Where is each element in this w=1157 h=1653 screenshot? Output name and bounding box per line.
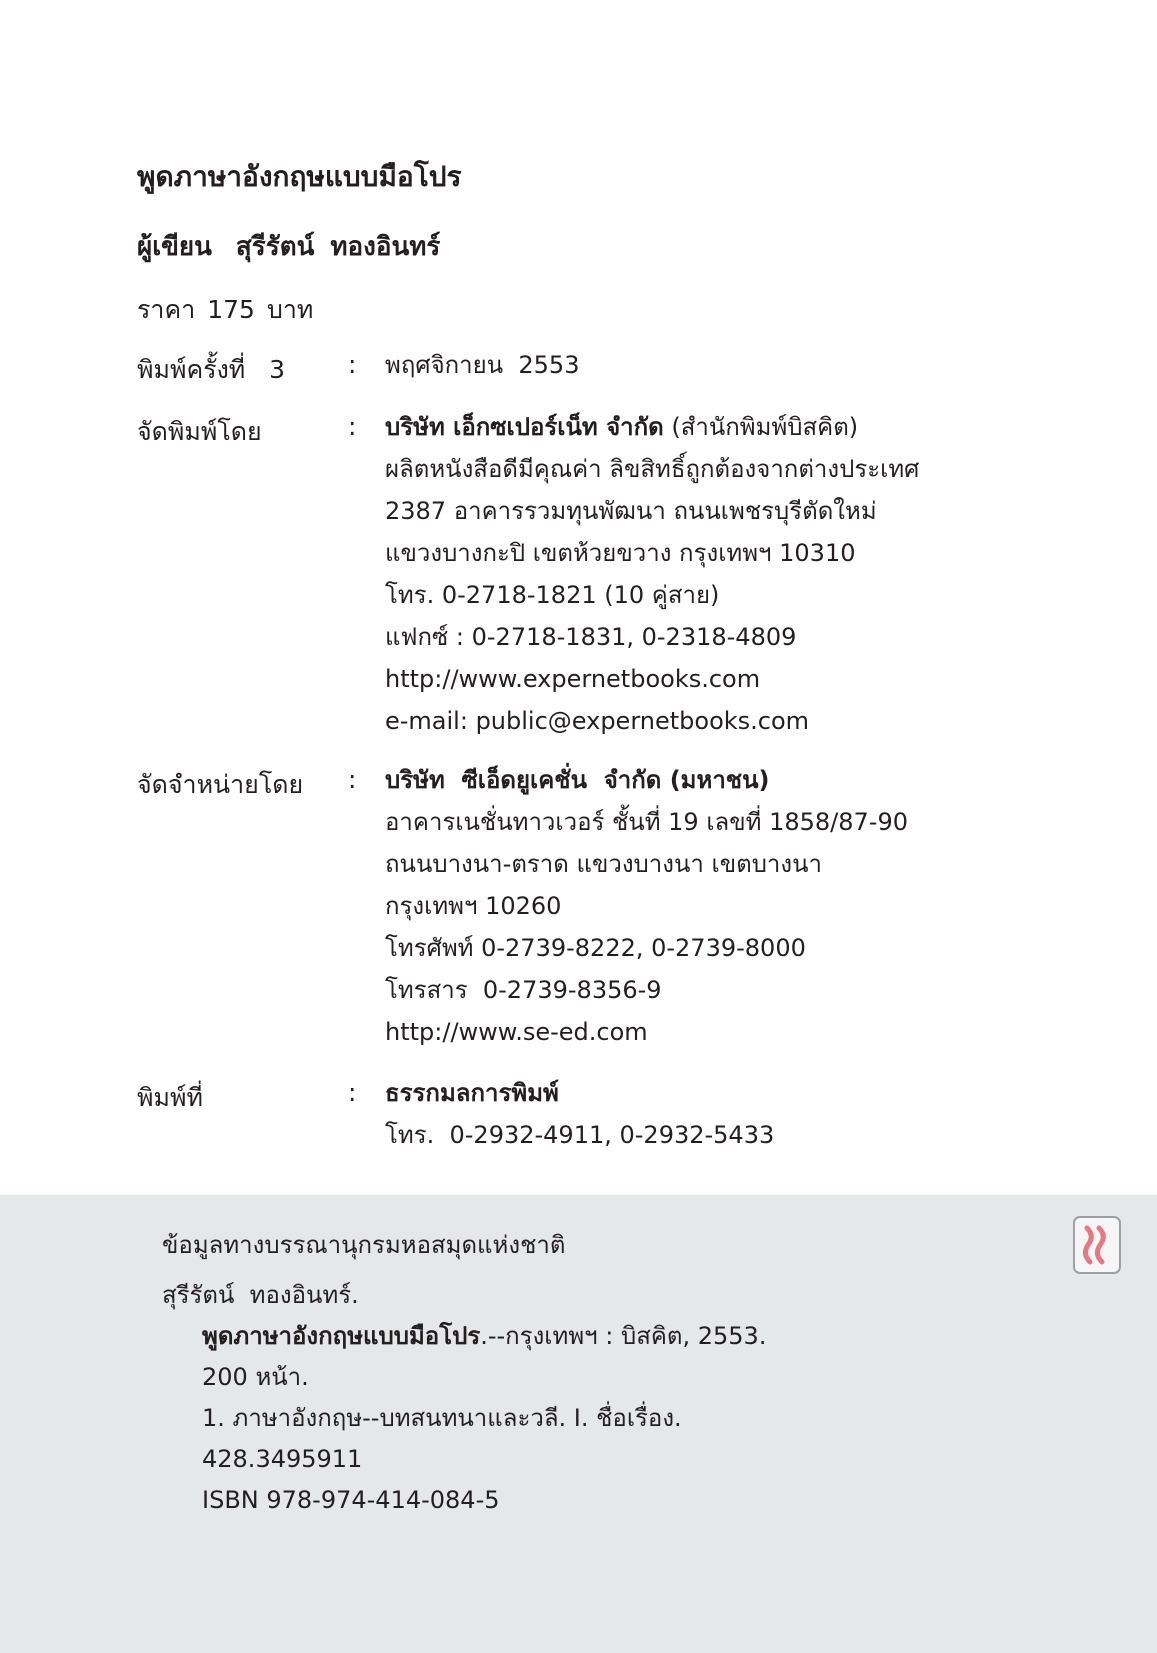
- publisher-website: http://www.expernetbooks.com: [385, 665, 761, 693]
- cip-pages: 200 หน้า.: [202, 1363, 309, 1391]
- publisher-line: แฟกซ์ : 0-2718-1831, 0-2318-4809: [385, 623, 797, 651]
- publisher-block: [385, 406, 919, 742]
- distributor-colon: :: [348, 765, 357, 794]
- publisher-line: ผลิตหนังสือดีมีคุณค่า ลิขสิทธิ์ถูกต้องจากต่างประเทศ: [385, 455, 920, 483]
- printer-name: ธรรกมลการพิมพ์: [385, 1079, 559, 1107]
- distributor-line: โทรสาร 0-2739-8356-9: [385, 976, 662, 1004]
- publisher-logo-icon: [1075, 1218, 1119, 1272]
- price-label: ราคา: [137, 295, 196, 324]
- price-line: [137, 290, 313, 330]
- printer-colon: :: [348, 1078, 357, 1107]
- publisher-name: บริษัท เอ็กซเปอร์เน็ท จำกัด: [385, 413, 664, 441]
- distributor-line: อาคารเนชั่นทาวเวอร์ ชั้นที่ 19 เลขที่ 1858/87-90: [385, 808, 908, 836]
- cip-lines: [202, 1316, 766, 1521]
- distributor-block: [385, 759, 908, 1053]
- printer-phone: โทร. 0-2932-4911, 0-2932-5433: [385, 1121, 775, 1149]
- distributor-website: http://www.se-ed.com: [385, 1018, 648, 1046]
- price-value: 175: [207, 295, 255, 324]
- publisher-name-line: [385, 406, 919, 448]
- cip-section: [0, 1195, 1157, 1653]
- publisher-email: e-mail: public@expernetbooks.com: [385, 707, 810, 735]
- publisher-label: จัดพิมพ์โดย: [137, 417, 262, 446]
- distributor-line: โทรศัพท์ 0-2739-8222, 0-2739-8000: [385, 934, 806, 962]
- price-unit: บาท: [266, 295, 314, 324]
- printer-block: [385, 1072, 774, 1156]
- printer-label: พิมพ์ที่: [137, 1083, 203, 1112]
- cip-subject: 1. ภาษาอังกฤษ--บทสนทนาและวลี. I. ชื่อเรื่อง.: [202, 1404, 682, 1432]
- cip-title-rest: .--กรุงเทพฯ : บิสคิต, 2553.: [480, 1322, 767, 1350]
- cip-main-entry: สุรีรัตน์ ทองอินทร์.: [162, 1281, 359, 1309]
- cip-title-line: [202, 1316, 766, 1357]
- edition-value: พฤศจิกายน 2553: [385, 351, 580, 379]
- publisher-name-note: (สำนักพิมพ์บิสคิต): [663, 413, 859, 441]
- cip-isbn: ISBN 978-974-414-084-5: [202, 1486, 500, 1514]
- author-surname: ทองอินทร์: [330, 232, 441, 262]
- author-label: ผู้เขียน: [137, 232, 212, 262]
- edition-label: พิมพ์ครั้งที่ 3: [137, 355, 286, 384]
- author-name: สุรีรัตน์: [235, 232, 315, 262]
- distributor-line: ถนนบางนา-ตราด แขวงบางนา เขตบางนา: [385, 850, 823, 878]
- author-line: [137, 226, 440, 267]
- cip-title: พูดภาษาอังกฤษแบบมือโปร: [202, 1322, 481, 1350]
- publisher-colon: :: [348, 412, 357, 441]
- distributor-label: จัดจำหน่ายโดย: [137, 770, 304, 799]
- book-title: พูดภาษาอังกฤษแบบมือโปร: [137, 160, 462, 193]
- distributor-line: กรุงเทพฯ 10260: [385, 892, 562, 920]
- cip-classification: 428.3495911: [202, 1445, 363, 1473]
- edition-colon: :: [348, 350, 357, 379]
- distributor-name: บริษัท ซีเอ็ดยูเคชั่น จำกัด (มหาชน): [385, 766, 770, 794]
- publisher-logo-icon: [1073, 1216, 1121, 1274]
- publisher-line: โทร. 0-2718-1821 (10 คู่สาย): [385, 581, 720, 609]
- cip-heading: ข้อมูลทางบรรณานุกรมหอสมุดแห่งชาติ: [162, 1231, 566, 1259]
- publisher-line: 2387 อาคารรวมทุนพัฒนา ถนนเพชรบุรีตัดใหม่: [385, 497, 877, 525]
- publisher-line: แขวงบางกะปิ เขตห้วยขวาง กรุงเทพฯ 10310: [385, 539, 856, 567]
